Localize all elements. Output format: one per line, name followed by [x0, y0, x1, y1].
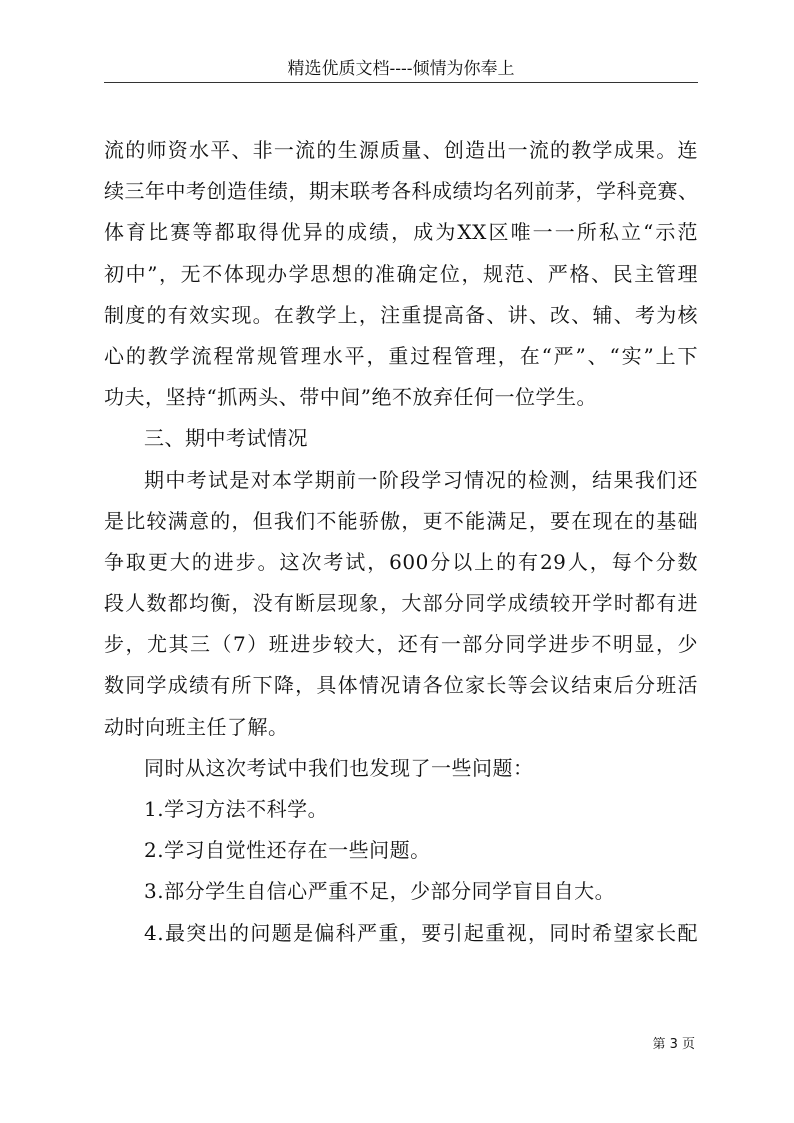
- paragraph-line: 段人数都均衡，没有断层现象，大部分同学成绩较开学时都有进: [104, 591, 698, 616]
- paragraph-line: 争取更大的进步。这次考试，600分以上的有29人，每个分数: [104, 549, 698, 574]
- list-item: 4.最突出的问题是偏科严重，要引起重视，同时希望家长配: [144, 920, 698, 945]
- list-item: 3.部分学生自信心严重不足，少部分同学盲目自大。: [144, 879, 616, 904]
- paragraph-line: 期中考试是对本学期前一阶段学习情况的检测，结果我们还: [144, 467, 698, 492]
- paragraph-line: 续三年中考创造佳绩，期末联考各科成绩均名列前茅，学科竞赛、: [104, 179, 699, 204]
- paragraph-line: 体育比赛等都取得优异的成绩，成为XX区唯一一所私立“示范: [104, 220, 698, 245]
- header-title: 精选优质文档----倾情为你奉上: [287, 59, 515, 79]
- paragraph-line: 动时向班主任了解。: [104, 714, 289, 739]
- paragraph-line: 心的教学流程常规管理水平，重过程管理，在“严”、“实”上下: [104, 343, 698, 368]
- paragraph-line: 功夫，坚持“抓两头、带中间”绝不放弃任何一位学生。: [104, 385, 597, 410]
- paragraph-line: 步，尤其三（7）班进步较大，还有一部分同学进步不明显，少: [104, 632, 698, 657]
- page-header: [104, 56, 698, 83]
- paragraph-line: 制度的有效实现。在教学上，注重提高备、讲、改、辅、考为核: [104, 302, 698, 327]
- paragraph-line: 数同学成绩有所下降，具体情况请各位家长等会议结束后分班活: [104, 673, 698, 698]
- paragraph-line: 同时从这次考试中我们也发现了一些问题：: [144, 755, 534, 780]
- page-number: 第 3 页: [652, 1037, 695, 1052]
- list-item: 2.学习自觉性还存在一些问题。: [144, 838, 431, 863]
- section-heading: 三、期中考试情况: [144, 426, 308, 451]
- list-item: 1.学习方法不科学。: [144, 797, 329, 821]
- paragraph-line: 初中”，无不体现办学思想的准确定位，规范、严格、民主管理: [104, 261, 698, 286]
- document-body: [104, 130, 698, 954]
- paragraph-line: 是比较满意的，但我们不能骄傲，更不能满足，要在现在的基础: [104, 508, 698, 533]
- paragraph-line: 流的师资水平、非一流的生源质量、创造出一流的教学成果。连: [104, 138, 698, 162]
